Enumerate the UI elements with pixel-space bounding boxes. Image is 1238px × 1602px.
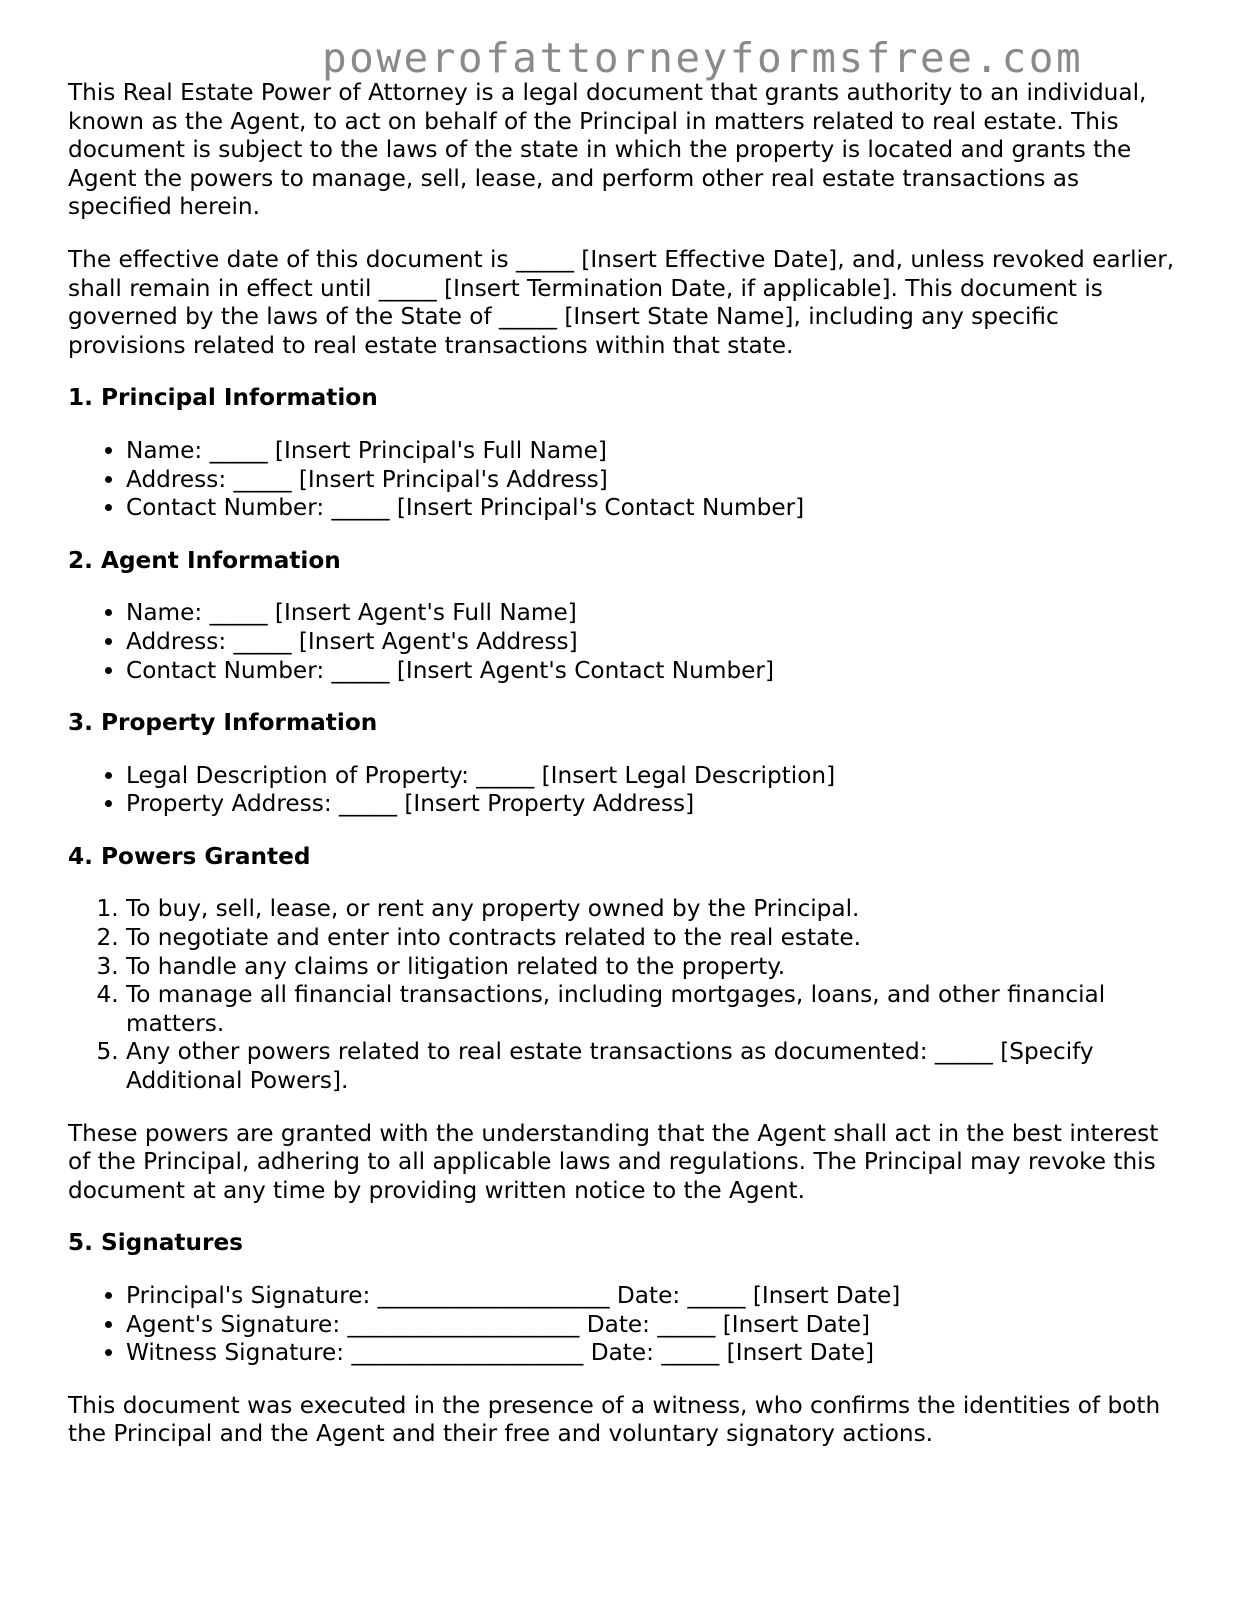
power-item: 4. To manage all financial transactions, including mortgages, loans, and other financial matters. (126, 981, 1178, 1038)
power-item: 1. To buy, sell, lease, or rent any property owned by the Principal. (126, 895, 1178, 924)
intro-paragraph: This Real Estate Power of Attorney is a legal document that grants authority to an individual, known as the Agent, to act on behalf of the Principal in matters related to real estate. This document is subject to the laws of the state in which the property is located and grants the Agent the powers to manage, sell, lease, and perform other real estate transactions as specified herein. (68, 79, 1147, 221)
powers-note: These powers are granted with the understanding that the Agent shall act in the best interest of the Principal, adhering to all applicable laws and regulations. The Principal may revoke this document at any time by providing written notice to the Agent. (68, 1119, 1159, 1204)
agent-name: • Name: _____ [Insert Agent's Full Name] (126, 599, 1178, 628)
effective-date-paragraph: The effective date of this document is _____ [Insert Effective Date], and, unless revoked earlier, shall remain in effect until _____ [Insert Termination Date, if applicable]. This document is governed by the laws of the State of _____ [Insert State Name], including any specific provisions related to real estate transactions within that state. (68, 245, 1175, 359)
power-item: 2. To negotiate and enter into contracts related to the real estate. (126, 924, 1178, 953)
power-item: 5. Any other powers related to real estate transactions as documented: _____ [Specify Additional Powers]. (126, 1038, 1178, 1095)
principal-name: • Name: _____ [Insert Principal's Full Name] (126, 437, 1178, 466)
property-list (68, 762, 1178, 819)
witness-signature-line: • Witness Signature: ____________________ Date: _____ [Insert Date] (126, 1339, 1178, 1368)
property-address: • Property Address: _____ [Insert Property Address] (126, 790, 1178, 819)
agent-heading: 2. Agent Information (68, 546, 341, 574)
signatures-list (68, 1282, 1178, 1368)
property-heading: 3. Property Information (68, 709, 378, 737)
agent-signature-line: • Agent's Signature: ____________________ Date: _____ [Insert Date] (126, 1311, 1178, 1340)
principal-contact: • Contact Number: _____ [Insert Principal's Contact Number] (126, 494, 1178, 523)
principal-list (68, 437, 1178, 523)
powers-heading: 4. Powers Granted (68, 842, 311, 870)
property-legal-description: • Legal Description of Property: _____ [Insert Legal Description] (126, 762, 1178, 791)
agent-contact: • Contact Number: _____ [Insert Agent's Contact Number] (126, 657, 1178, 686)
agent-list (68, 599, 1178, 685)
watermark: powerofattorneyformsfree.com (322, 34, 1084, 82)
principal-heading: 1. Principal Information (68, 384, 378, 412)
document-body (68, 79, 1178, 1473)
principal-address: • Address: _____ [Insert Principal's Address] (126, 466, 1178, 495)
agent-address: • Address: _____ [Insert Agent's Address] (126, 628, 1178, 657)
signatures-heading: 5. Signatures (68, 1229, 243, 1257)
power-item: 3. To handle any claims or litigation related to the property. (126, 953, 1178, 982)
powers-list (68, 895, 1178, 1095)
principal-signature-line: • Principal's Signature: ____________________ Date: _____ [Insert Date] (126, 1282, 1178, 1311)
closing-paragraph: This document was executed in the presence of a witness, who confirms the identities of both the Principal and the Agent and their free and voluntary signatory actions. (68, 1391, 1161, 1448)
